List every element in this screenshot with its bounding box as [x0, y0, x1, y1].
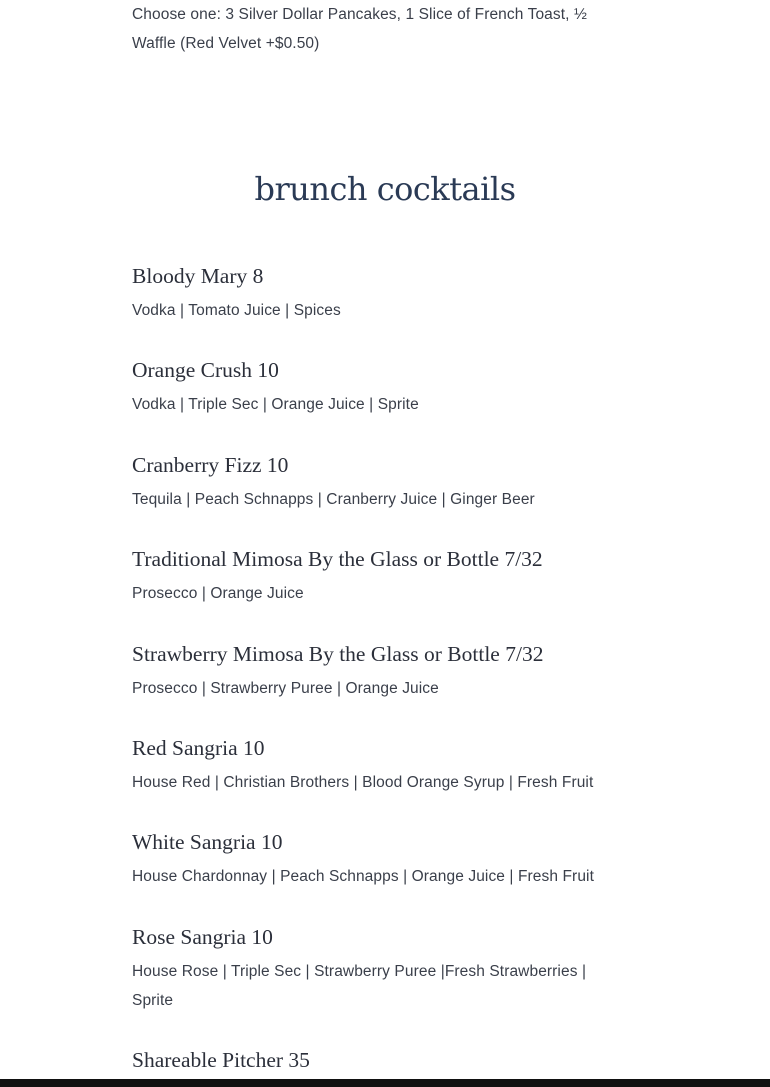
section-title: brunch cocktails — [254, 170, 516, 208]
item-description: Vodka | Triple Sec | Orange Juice | Sprite — [132, 396, 419, 413]
item-name: Cranberry Fizz 10 — [132, 453, 289, 477]
item-name: Bloody Mary 8 — [132, 264, 264, 288]
menu-item-shareable-pitcher — [132, 1047, 632, 1073]
item-name: White Sangria 10 — [132, 830, 283, 854]
item-name: Traditional Mimosa By the Glass or Bottle 7/32 — [132, 547, 543, 571]
item-name: Strawberry Mimosa By the Glass or Bottle 7/32 — [132, 642, 544, 666]
item-description: Prosecco | Strawberry Puree | Orange Juice — [132, 680, 439, 697]
menu-item-traditional-mimosa — [132, 546, 632, 608]
item-description: Prosecco | Orange Juice — [132, 585, 304, 602]
item-description: Tequila | Peach Schnapps | Cranberry Juice | Ginger Beer — [132, 491, 535, 508]
menu-item-cranberry-fizz — [132, 452, 632, 514]
item-description: Vodka | Tomato Juice | Spices — [132, 302, 341, 319]
menu-item-white-sangria — [132, 829, 632, 891]
bottom-bar — [0, 1079, 770, 1087]
menu-item-bloody-mary — [132, 263, 632, 325]
item-description: House Chardonnay | Peach Schnapps | Orange Juice | Fresh Fruit — [132, 868, 594, 885]
menu-item-orange-crush — [132, 357, 632, 419]
item-name: Red Sangria 10 — [132, 736, 265, 760]
item-name: Orange Crush 10 — [132, 358, 279, 382]
menu-item-strawberry-mimosa — [132, 641, 632, 703]
item-name: Rose Sangria 10 — [132, 925, 273, 949]
item-description: House Red | Christian Brothers | Blood Orange Syrup | Fresh Fruit — [132, 774, 594, 791]
item-name: Shareable Pitcher 35 — [132, 1048, 310, 1072]
menu-item-rose-sangria — [132, 924, 592, 1015]
intro-description: Choose one: 3 Silver Dollar Pancakes, 1 Slice of French Toast, ½ Waffle (Red Velvet +$0.50) — [132, 6, 587, 52]
item-description: House Rose | Triple Sec | Strawberry Puree |Fresh Strawberries | Sprite — [132, 963, 587, 1009]
menu-item-red-sangria — [132, 735, 632, 797]
